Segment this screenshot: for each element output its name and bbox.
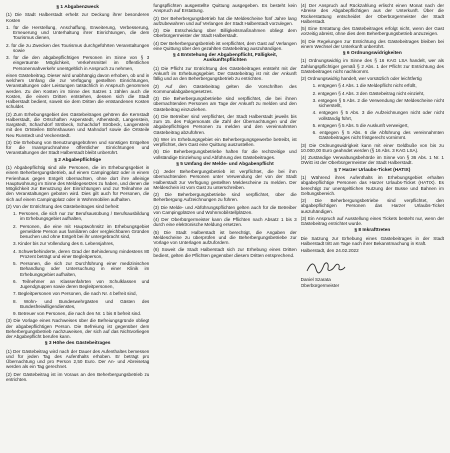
signer-title: Oberbürgermeister (300, 282, 340, 288)
list-item: 7. Begleitpersonen von Personen, die nach Nr. 4 befreit sind, (13, 291, 137, 297)
paragraph: (3) Die Beherbergungsbetriebe sind verpflichtet, die bei ihnen übernachtenden Personen am Tage der Ankunft zu melden und den Gästebeitrag einzuziehen. (153, 96, 297, 112)
paragraph: (6) Soweit die Stadt Halberstadt sich zur Erhebung eines Dritten bedient, gelten die Pflichten gegenüber diesem Dritten entsprechend. (153, 247, 297, 258)
paragraph: (1) Der Gästebeitrag wird nach der Dauer des Aufenthaltes bemessen und für jeden Tag des Aufenthalts erhoben. Er beträgt pro Übernachtung und pro Person 2,50 Euro. Der An- und Abreisetag werden als ein Tag gerechnet. (6, 348, 150, 370)
signature-image (305, 259, 347, 275)
paragraph: (1) Die Pflicht zur Entrichtung des Gästebeitrages entsteht mit der Ankunft im Erhebungsgebiet. Der Gästebeitrag ist mit der Ankunft fällig und an den Beherbergungsbetrieb zu entrichten. (153, 65, 297, 82)
paragraph: (5) Die Stadt Halberstadt ist berechtigt, die Angaben der Meldescheine zu überprüfen und die Beherbergungsbetriebe zur Vorlage von Unterlagen aufzufordern. (153, 229, 297, 246)
paragraph: (3) Die Melde- und Abführungspflichten gelten auch für die Betreiber von Campingplätzen und Wohnmobilstellplätzen. (153, 204, 297, 215)
list-item: 3. entgegen § 5 Abs. 2 die Verwendung der Meldescheine nicht sicherstellt, (312, 97, 444, 109)
list-item: 3. für die den abgabepflichtigen Personen im Sinne von § 3 eingeräumte Möglichkeit, Verkehrsmittel im öffentlichen Personennahverkehr unentgeltlich in Anspruch zu nehmen, (6, 55, 150, 71)
list-item: 1. Personen, die sich nur zur Berufsausübung / Berufsausbildung im Erhebungsgebiet aufhalten, (13, 211, 150, 222)
list-item: 5. entgegen § 5 Abs. 5 die Auskunft verweigert, (312, 122, 409, 128)
paragraph: (2) Ordnungswidrig handelt, wer vorsätzlich oder leichtfertig (300, 76, 422, 82)
paragraph: (3) Die Ordnungswidrigkeit kann mit einer Geldbuße von bis zu 10.000,00 Euro geahndet werden (§ 16 Abs. 3 KAG LSA). (300, 142, 444, 153)
paragraph: (1) Während ihres Aufenthalts im Erhebungsgebiet erhalten abgabepflichtige Personen das Harzer Urlaubs-Ticket (HATIX). Es berechtigt zur unentgeltlichen Nutzung der Busse und Bahnen im Geltungsbereich. (300, 175, 444, 196)
paragraph: (1) Die Stadt Halberstadt erhebt zur Deckung ihrer besonderen Kosten (6, 12, 150, 23)
signer-name: Daniel Szarata (300, 277, 331, 283)
paragraph: (4) Zuständige Verwaltungsbehörde im Sinne von § 36 Abs. 1 Nr. 1 OWiG ist der Oberbürgermeister der Stadt Halberstadt. (300, 155, 444, 166)
list-item: 1. entgegen § 4 Abs. 1 die Meldepflicht nicht erfüllt, (312, 83, 417, 89)
column-middle (153, 3, 296, 447)
paragraph: (4) Der Beherbergungsbetrieb ist verpflichtet, dem Gast auf Verlangen eine Quittung über den gezahlten Gästebeitrag auszuhändigen. (153, 40, 297, 51)
paragraph: (6) Die Beherbergungsbetriebe haften für die rechtzeitige und vollständige Einziehung und Abführung des Gästebeitrages. (153, 149, 297, 160)
list-item: 8. Wohn- und Bundeswehrgästen und Gästen des Bundesfreiwilligendienstes, (13, 298, 150, 309)
list-item: 5. Personen, die sich zur Durchführung einer medizinischen Behandlung oder Untersuchung in einer Klinik im Erhebungsgebiet aufhalten, (13, 261, 150, 277)
section-heading: § 7 Harzer Urlaubs-Ticket (HATIX) (334, 167, 411, 173)
paragraph: (4) Die Betreiber sind verpflichtet, der Stadt Halberstadt jeweils bis zum 15. des Folgemonats die Zahl der Übernachtungen und der abgabepflichtigen Personen zu melden und den vereinnahmten Gästebeitrag abzuführen. (153, 113, 297, 135)
list-item: 2. Personen, die eine mit Hauptwohnsitz im Erhebungsgebiet gemeldete Person aus familiären oder vergleichbaren Gründen besuchen und ohne Entgelt bei ihr untergebracht sind, (13, 223, 150, 240)
paragraph: (3) Ein Anspruch auf Ausstellung eines Tickets besteht nur, wenn der Gästebeitrag entrichtet wurde. (300, 215, 444, 227)
paragraph: (2) Auf den Gästebeitrag gelten die Vorschriften des Kommunalabgabengesetzes. (153, 83, 297, 94)
column-right (301, 3, 444, 447)
column-left (6, 3, 149, 447)
paragraph: (5) Eine Erstattung des Gästebeitrages erfolgt nicht, wenn der Gast vorzeitig abreist, ohne dies dem Beherbergungsbetrieb anzuzeigen. (300, 26, 444, 37)
section-heading: § 1 Abgabenzweck (56, 5, 99, 10)
paragraph: (1) Ordnungswidrig im Sinne des § 16 KAG LSA handelt, wer als Zahlungspflichtiger gemäß § 2 Abs. 1 der Pflicht zur Entrichtung des Gästebeitrages nicht nachkommt. (300, 58, 444, 74)
paragraph: (6) Die Regelungen zur Entrichtung des Gästebeitrages bleiben bei einem Wechsel der Unterkunft unberührt. (300, 38, 444, 49)
list-item: 1. für die Herstellung, Anschaffung, Erweiterung, Verbesserung, Erneuerung und Unterhaltung ihrer Einrichtungen, die dem Tourismus dienen, (6, 24, 150, 41)
list-item: 2. entgegen § 4 Abs. 3 den Gästebeitrag nicht einzieht, (312, 90, 425, 96)
list-item: 6. entgegen § 5 Abs. 6 die Abführung des vereinnahmten Gästebeitrages nicht fristgerecht vornimmt. (312, 130, 444, 141)
paragraph: Die Satzung zur Erhebung eines Gästebeitrages in der Stadt Halberstadt tritt am Tage nach ihrer Bekanntmachung in Kraft. (300, 235, 444, 246)
paragraph: (3) Die Erhebung von Benutzungsgebühren und sonstigen Entgelten für die Inanspruchnahme öffentlicher Einrichtungen und Veranstaltungen der Stadt Halberstadt bleibt unberührt. (6, 139, 150, 156)
section-heading: § 4 Entstehung der Abgabenpflicht, Fälligkeit, Auskunftspflichten (172, 53, 278, 64)
paragraph: (2) Der Gästebeitrag ist im Voraus an den Beherbergungsbetrieb zu entrichten. (6, 371, 150, 382)
document-page (6, 3, 444, 447)
paragraph: (1) Jeder Beherbergungsbetrieb ist verpflichtet, die bei ihm übernachtenden Personen unter Verwendung der von der Stadt Halberstadt zur Verfügung gestellten Meldescheine zu melden. Der Meldeschein ist vom Gast zu unterschreiben. (153, 169, 297, 190)
paragraph: (4) Der Oberbürgermeister kann die Pflichten nach Absatz 1 bis 3 durch eine elektronische Meldung ersetzen. (153, 217, 297, 228)
list-item: 6. Teilnehmer an Klassenfahrten von Schulklassen und Jugendgruppen sowie deren Begleitpersonen, (13, 278, 150, 290)
list-item: 4. Schwerbehinderte, deren Grad der Behinderung mindestens 80 Prozent beträgt und einer Begleitperson, (13, 248, 150, 259)
paragraph: (2) Zum Erhebungsgebiet des Gästebeitrages gehören die Kernstadt Halberstadt, die Ortschaften Aspenstedt, Athenstedt, Langenstein, Sargstedt, Schachdorf Ströbeck, Schachdorf Ströbeck, Langenstein mit den Ortsteilen Böhnshausen und Mahndorf sowie die Ortsteile Neu Runstedt und Veckenstedt. (6, 111, 150, 138)
paragraph: (3) Die Vorlage eines Nachweises über die Befreiungsgründe obliegt der abgabepflichtigen Person. Die Befreiung ist gegenüber dem Beherbergungsbetrieb nachzuweisen, der sich auf das Nichtvorliegen der Abgabepflicht berufen kann. (6, 318, 150, 340)
paragraph: (3) Die Entscheidung über Billigkeitsmaßnahmen obliegt dem Oberbürgermeister der Stadt Halberstadt. (153, 28, 297, 39)
list-item: 2. für die zu Zwecken des Tourismus durchgeführten Veranstaltungen sowie (6, 42, 150, 53)
paragraph: (2) Der Beherbergungsbetrieb hat die Meldescheine fünf Jahre lang aufzubewahren und auf Verlangen der Stadt Halberstadt vorzulegen. (153, 15, 297, 26)
place-date: Halberstadt, den 24.02.2022 (300, 248, 359, 254)
section-heading: § 8 Inkrafttreten (354, 228, 391, 234)
list-item: 3. Kinder bis zur Vollendung des 6. Lebensjahres, (13, 241, 115, 247)
section-heading: § 2 Abgabepflichtige (54, 157, 102, 163)
paragraph: (2) Die Beherbergungsbetriebe sind verpflichtet, über die Beherbergung Aufzeichnungen zu führen. (153, 192, 297, 203)
paragraph: (5) Wer im Erhebungsgebiet ein Beherbergungsgewerbe betreibt, ist verpflichtet, dem Gast eine Quittung auszustellen. (153, 136, 297, 148)
list-item: 9. Betreuer von Personen, die nach den Nr. 1 bis 8 befreit sind. (13, 311, 142, 317)
section-heading: § 6 Ordnungswidrigkeiten (342, 51, 402, 56)
section-heading: § 5 Umfang der Melde- und Abgabenpflicht (176, 161, 274, 167)
paragraph: (4) Der Anspruch auf Rückzahlung erlischt einen Monat nach der Abreise des Abgabepflichtigen aus der Unterkunft. Über die Rückerstattung entscheidet der Oberbürgermeister der Stadt Halberstadt. (300, 3, 444, 24)
section-heading: § 3 Höhe des Gästebeitrages (44, 341, 111, 347)
paragraph: einen Gästebeitrag. Dieser wird unabhängig davon erhoben, ob und in welchem Umfang die zur Verfügung gestellten Einrichtungen, Veranstaltungen oder Leistungen tatsächlich in Anspruch genommen werden. Zu den Kosten im Sinne des Satzes 1 zählen auch die Kosten, die einem Dritten entstehen, dessen sich die Stadt Halberstadt bedient, soweit sie dem Dritten die entstandenen Kosten schuldet. (6, 72, 150, 110)
list-item: 4. entgegen § 5 Abs. 3 die Aufzeichnungen nicht oder nicht vollständig führt, (312, 110, 444, 121)
paragraph: fungspflichten ausgestellte Quittung ausgegeben. Es besteht kein Anspruch auf Erstattung. (153, 3, 297, 14)
paragraph: (2) Von der Entrichtung des Gästebeitrages sind befreit: (6, 203, 120, 209)
paragraph: (1) Abgabepflichtig sind alle Personen, die im Erhebungsgebiet in einem Beherbergungsbetrieb, auf einem Campingplatz oder in einem Ferienhaus gegen Entgelt übernachten, ohne dort ihre alleinige Hauptwohnung im Sinne des Meldegesetzes zu haben, und denen die Möglichkeit zur Benutzung der Einrichtungen und zur Teilnahme an den Veranstaltungen geboten wird. Dies gilt auch für Personen, die sich auf einem Campingplatz oder in Wohnmobilen aufhalten. (6, 165, 150, 202)
paragraph: (2) Die Beherbergungsbetriebe sind verpflichtet, den abgabepflichtigen Personen das Harzer Urlaubs-Ticket auszuhändigen. (300, 198, 444, 214)
